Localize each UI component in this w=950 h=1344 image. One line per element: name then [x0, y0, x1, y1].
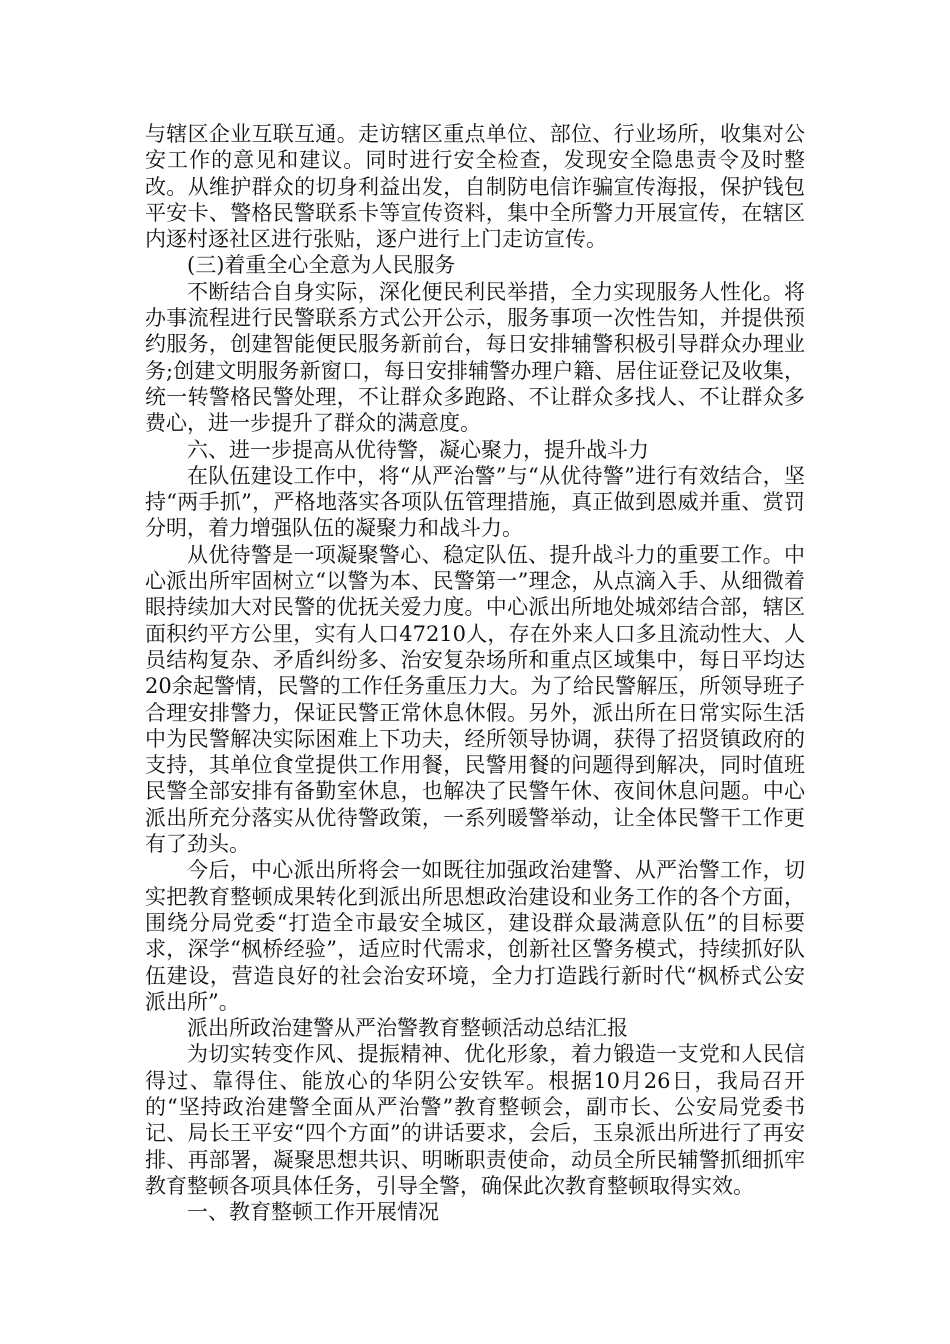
paragraph-future-plan: 今后，中心派出所将会一如既往加强政治建警、从严治警工作，切实把教育整顿成果转化到派出所思想政治建设和业务工作的各个方面，围绕分局党委“打造全市最安全城区，建设群众最满意队伍”的目标要求，深学“枫桥经验”，适应时代需求，创新社区警务模式，持续抓好队伍建设，营造良好的社会治安环境，全力打造践行新时代“枫桥式公安派出所”。 [145, 858, 805, 1014]
paragraph-team-building: 在队伍建设工作中，将“从严治警”与“从优待警”进行有效结合，坚持“两手抓”，严格地落实各项队伍管理措施，真正做到恩威并重、赏罚分明，着力增强队伍的凝聚力和战斗力。 [145, 463, 805, 541]
document-page [145, 121, 805, 1225]
section-heading-rectification-status: 一、教育整顿工作开展情况 [187, 1200, 439, 1225]
paragraph-convenience-service: 不断结合自身实际，深化便民利民举措，全力实现服务人性化。将办事流程进行民警联系方式公开公示，服务事项一次性告知，并提供预约服务，创建智能便民服务新前台，每日安排辅警积极引导群众办理业务;创建文明服务新窗口，每日安排辅警办理户籍、居住证登记及收集，统一转警格民警处理，不让群众多跑路、不让群众多找人、不让群众多费心，进一步提升了群众的满意度。 [145, 279, 805, 436]
paragraph-rectification-intro: 为切实转变作风、提振精神、优化形象，着力锻造一支党和人民信得过、靠得住、能放心的华阴公安铁军。根据10月26日，我局召开的“坚持政治建警全面从严治警”教育整顿会，副市长、公安局党委书记、局长王平安“四个方面”的讲话要求，会后，玉泉派出所进行了再安排、再部署，凝聚思想共识、明晰职责使命，动员全所民辅警抓细抓牢教育整顿各项具体任务，引导全警，确保此次教育整顿取得实效。 [145, 1042, 805, 1198]
document-subtitle: 派出所政治建警从严治警教育整顿活动总结汇报 [187, 1016, 628, 1041]
section-heading-serve-people: (三)着重全心全意为人民服务 [187, 253, 456, 278]
section-heading-police-care: 六、进一步提高从优待警，凝心聚力，提升战斗力 [187, 437, 649, 462]
paragraph-police-welfare: 从优待警是一项凝聚警心、稳定队伍、提升战斗力的重要工作。中心派出所牢固树立“以警为本、民警第一”理念，从点滴入手、从细微着眼持续加大对民警的优抚关爱力度。中心派出所地处城郊结合部，辖区面积约平方公里，实有人口47210人，存在外来人口多且流动性大、人员结构复杂、矛盾纠纷多、治安复杂场所和重点区域集中，每日平均达20余起警情，民警的工作任务重压力大。为了给民警解压，所领导班子合理安排警力，保证民警正常休息休假。另外，派出所在日常实际生活中为民警解决实际困难上下功夫，经所领导协调，获得了招贤镇政府的支持，其单位食堂提供工作用餐，民警用餐的问题得到解决，同时值班民警全部安排有备勤室休息，也解决了民警午休、夜间休息问题。中心派出所充分落实从优待警政策，一系列暖警举动，让全体民警干工作更有了劲头。 [145, 542, 805, 857]
paragraph-community-outreach: 与辖区企业互联互通。走访辖区重点单位、部位、行业场所，收集对公安工作的意见和建议。同时进行安全检查，发现安全隐患责令及时整改。从维护群众的切身利益出发，自制防电信诈骗宣传海报，保护钱包平安卡、警格民警联系卡等宣传资料，集中全所警力开展宣传，在辖区内逐村逐社区进行张贴，逐户进行上门走访宣传。 [145, 122, 805, 252]
